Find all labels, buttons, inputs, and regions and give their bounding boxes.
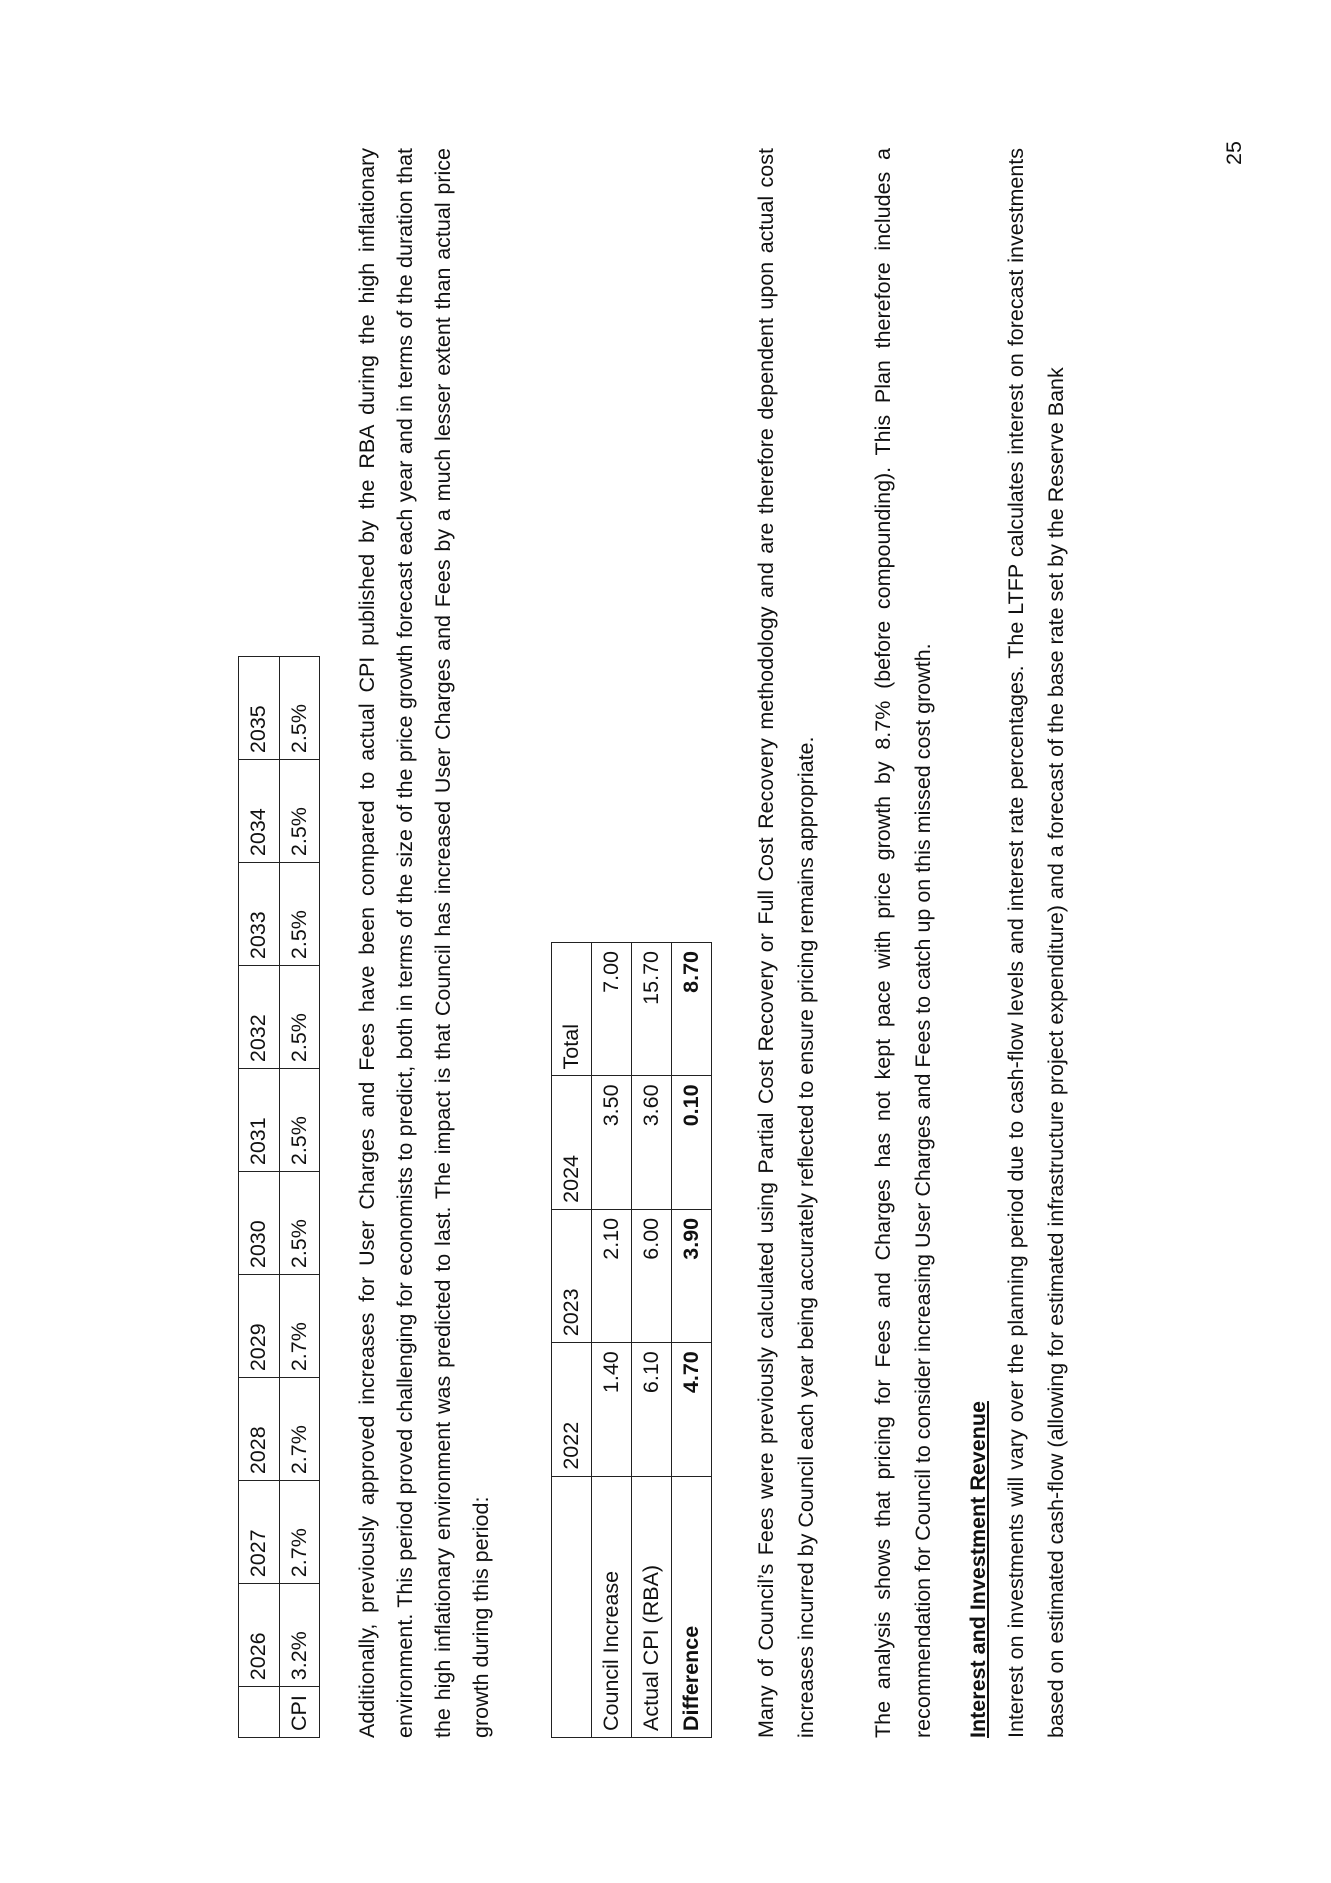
table-row — [592, 943, 632, 1738]
cpi-value: 2.7% — [279, 1481, 320, 1584]
table-row — [672, 943, 712, 1738]
cpi-value: 3.2% — [279, 1584, 320, 1687]
paragraph-analysis: The analysis shows that pricing for Fees and Charges has not kept pace with price growth by 8.7% (before compounding). This Plan therefore includes a recommendation for Council to consider increasing User Charges and Fees to catch up on this missed cost growth. — [871, 148, 935, 1738]
cpi-value: 2.5% — [279, 760, 320, 863]
row-label: Actual CPI (RBA) — [632, 1476, 672, 1737]
year-header: 2026 — [239, 1584, 280, 1687]
year-header: 2027 — [239, 1481, 280, 1584]
table-corner-cell — [239, 1687, 280, 1738]
year-header: 2024 — [552, 1076, 592, 1209]
table-cell: 6.00 — [632, 1209, 672, 1342]
table-cell: 8.70 — [672, 943, 712, 1076]
cpi-value: 2.5% — [279, 1172, 320, 1275]
table-cell: 3.50 — [592, 1076, 632, 1209]
table-cell: 7.00 — [592, 943, 632, 1076]
table-cell: 3.60 — [632, 1076, 672, 1209]
table-row — [279, 657, 320, 1738]
page-number: 25 — [1222, 141, 1246, 165]
year-header: 2030 — [239, 1172, 280, 1275]
year-header: 2033 — [239, 863, 280, 966]
cpi-value: 2.5% — [279, 1069, 320, 1172]
table-corner-cell — [552, 1476, 592, 1737]
paragraph-interest: Interest on investments will vary over the planning period due to cash-flow levels and interest rate percentages. The LTFP calculates interest on forecast investments based on estimated cash-flow (allowing for estimated infrastructure project expenditure) and a forecast of the base rate set by the Reserve Bank — [1004, 148, 1068, 1738]
year-header: 2031 — [239, 1069, 280, 1172]
paragraph-additionally: Additionally, previously approved increases for User Charges and Fees have been compared to actual CPI published by the RBA during the high inflationary environment. This period proved challenging for economists to predict, both in terms of the size of the price growth forecast each year and in terms of the duration that the high inflationary environment was predicted to last. The impact is that Council has increased User Charges and Fees by a much lesser extent than actual price growth during this period: — [355, 148, 493, 1738]
table-row — [632, 943, 672, 1738]
table-cell: 1.40 — [592, 1343, 632, 1476]
table-cell: 0.10 — [672, 1076, 712, 1209]
year-header: 2032 — [239, 966, 280, 1069]
table-cell: 2.10 — [592, 1209, 632, 1342]
row-label: Difference — [672, 1476, 712, 1737]
section-heading: Interest and Investment Revenue — [966, 1401, 990, 1738]
year-header: 2034 — [239, 760, 280, 863]
year-header: 2023 — [552, 1209, 592, 1342]
paragraph-fees-methodology: Many of Council’s Fees were previously calculated using Partial Cost Recovery or Full Cost Recovery methodology and are therefore dependent upon actual cost increases incurred by Council each year being accurately reflected to ensure pricing remains appropriate. — [754, 148, 818, 1738]
cpi-value: 2.7% — [279, 1275, 320, 1378]
cpi-value: 2.5% — [279, 863, 320, 966]
price-growth-difference-table — [551, 942, 712, 1738]
cpi-value: 2.7% — [279, 1378, 320, 1481]
table-cell: 3.90 — [672, 1209, 712, 1342]
year-header: 2022 — [552, 1343, 592, 1476]
year-header: 2035 — [239, 657, 280, 760]
table-header-row — [239, 657, 280, 1738]
row-label: Council Increase — [592, 1476, 632, 1737]
cpi-forecast-table — [238, 656, 320, 1738]
cpi-value: 2.5% — [279, 657, 320, 760]
row-label: CPI — [279, 1687, 320, 1738]
table-cell: 4.70 — [672, 1343, 712, 1476]
year-header: 2029 — [239, 1275, 280, 1378]
year-header: 2028 — [239, 1378, 280, 1481]
table-cell: 6.10 — [632, 1343, 672, 1476]
cpi-value: 2.5% — [279, 966, 320, 1069]
table-cell: 15.70 — [632, 943, 672, 1076]
table-header-row — [552, 943, 592, 1738]
total-header: Total — [552, 943, 592, 1076]
